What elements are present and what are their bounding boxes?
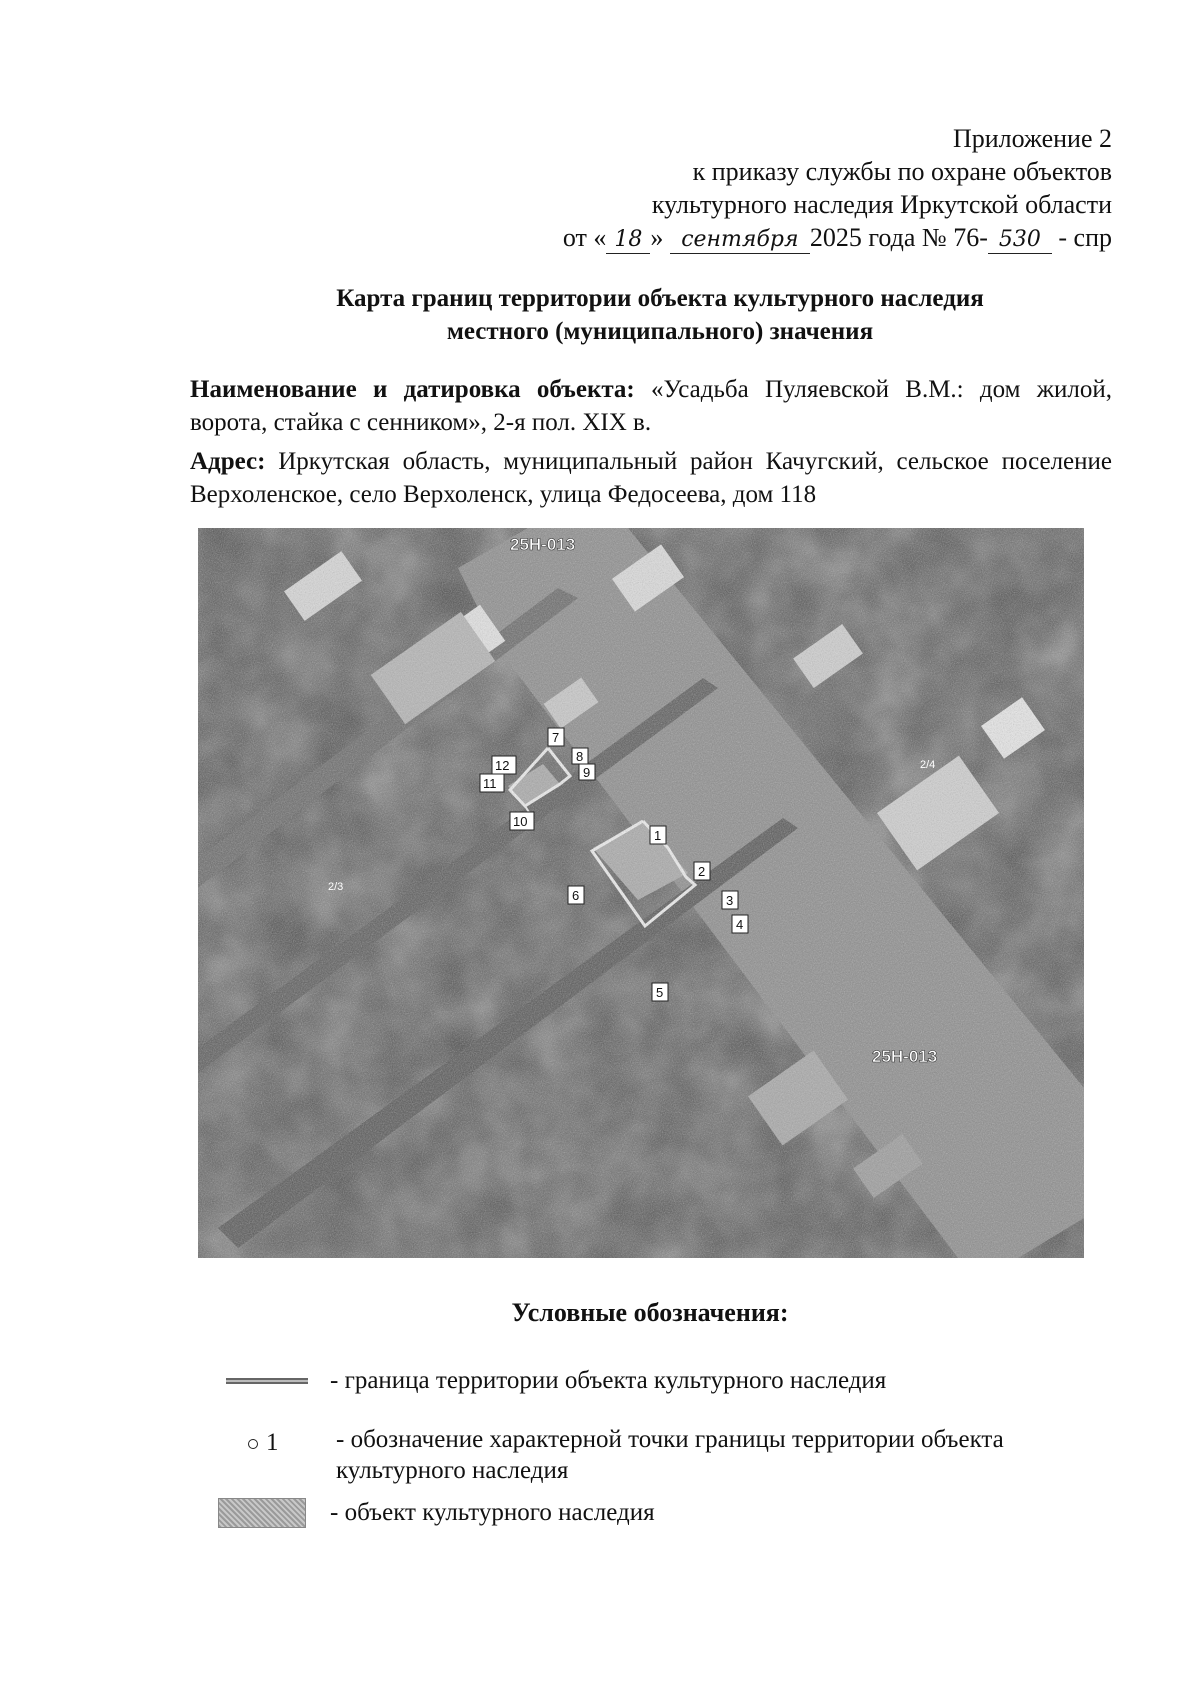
boundary-line-symbol [226,1378,308,1384]
appendix-line-2: к приказу службы по охране объектов [692,157,1112,186]
object-address-label: Адрес: [190,448,266,475]
road-label-top: 25Н-013 [510,535,576,554]
point-symbol [248,1428,279,1458]
appendix-line-3: культурного наследия Иркутской области [651,190,1112,219]
boundary-point-5 [652,983,668,1001]
boundary-point-4 [732,915,748,933]
boundary-point-7 [548,728,564,746]
legend-title: Условные обозначения: [511,1298,789,1327]
date-mid: » [650,223,664,252]
object-name-paragraph [190,373,1112,439]
svg-text:6: 6 [572,888,580,903]
appendix-header [563,122,1112,254]
boundary-point-9 [579,764,595,780]
map-grain [198,528,1084,1258]
point-dot-icon [248,1439,258,1449]
svg-text:12: 12 [495,758,510,773]
title-line-2: местного (муниципального) значения [446,318,874,345]
boundary-point-12 [492,756,516,774]
boundary-point-8 [572,748,588,764]
order-date-line [563,221,1112,254]
object-address-value: Иркутская область, муниципальный район Качугский, сельское поселение Верхоленское, село Верхоленск, улица Федосеева, дом 118 [190,448,1112,508]
heritage-object-symbol [218,1498,306,1528]
boundary-point-2 [694,862,710,880]
date-prefix: от « [562,223,607,252]
object-name-value: «Усадьба Пуляевской В.М.: дом жилой, ворота, стайка с сенником», 2-я пол. XIX в. [190,376,1112,436]
boundary-point-3 [722,891,738,909]
object-address-paragraph [190,445,1112,511]
handwritten-order-number: 530 [988,227,1052,254]
boundary-point-6 [568,886,584,904]
point-symbol-number: 1 [266,1429,279,1456]
legend-object-text: - объект культурного наследия [330,1499,655,1526]
legend-point-line-2: культурного наследия [336,1457,569,1484]
handwritten-day: 18 [606,227,650,254]
document-title [0,282,1200,348]
boundary-point-1 [650,826,666,844]
svg-text:5: 5 [656,985,664,1000]
handwritten-month: сентября [670,227,810,254]
order-suffix: - спр [1058,223,1112,252]
svg-text:3: 3 [726,893,734,908]
boundary-point-10 [510,812,534,830]
date-year: 2025 года № 76- [809,223,988,252]
svg-text:1: 1 [654,828,662,843]
satellite-map [198,528,1084,1258]
object-info [190,373,1112,517]
title-line-1: Карта границ территории объекта культурного наследия [336,285,984,312]
road-label-bottom: 25Н-013 [872,1047,938,1066]
parcel-label-right: 2/4 [920,759,936,771]
svg-text:7: 7 [552,730,560,745]
svg-text:10: 10 [513,814,528,829]
boundary-point-11 [480,774,504,792]
appendix-title: Приложение 2 [952,124,1112,153]
svg-text:9: 9 [583,765,591,780]
svg-text:2: 2 [698,864,706,879]
svg-text:4: 4 [736,917,744,932]
svg-text:8: 8 [576,749,584,764]
svg-text:11: 11 [483,776,497,791]
object-name-label: Наименование и датировка объекта: [190,376,635,403]
legend-point-text [336,1424,1116,1486]
parcel-label-left: 2/3 [328,881,344,893]
legend-point-line-1: - обозначение характерной точки границы территории объекта [336,1426,1004,1453]
legend-boundary-text: - граница территории объекта культурного наследия [330,1367,887,1394]
